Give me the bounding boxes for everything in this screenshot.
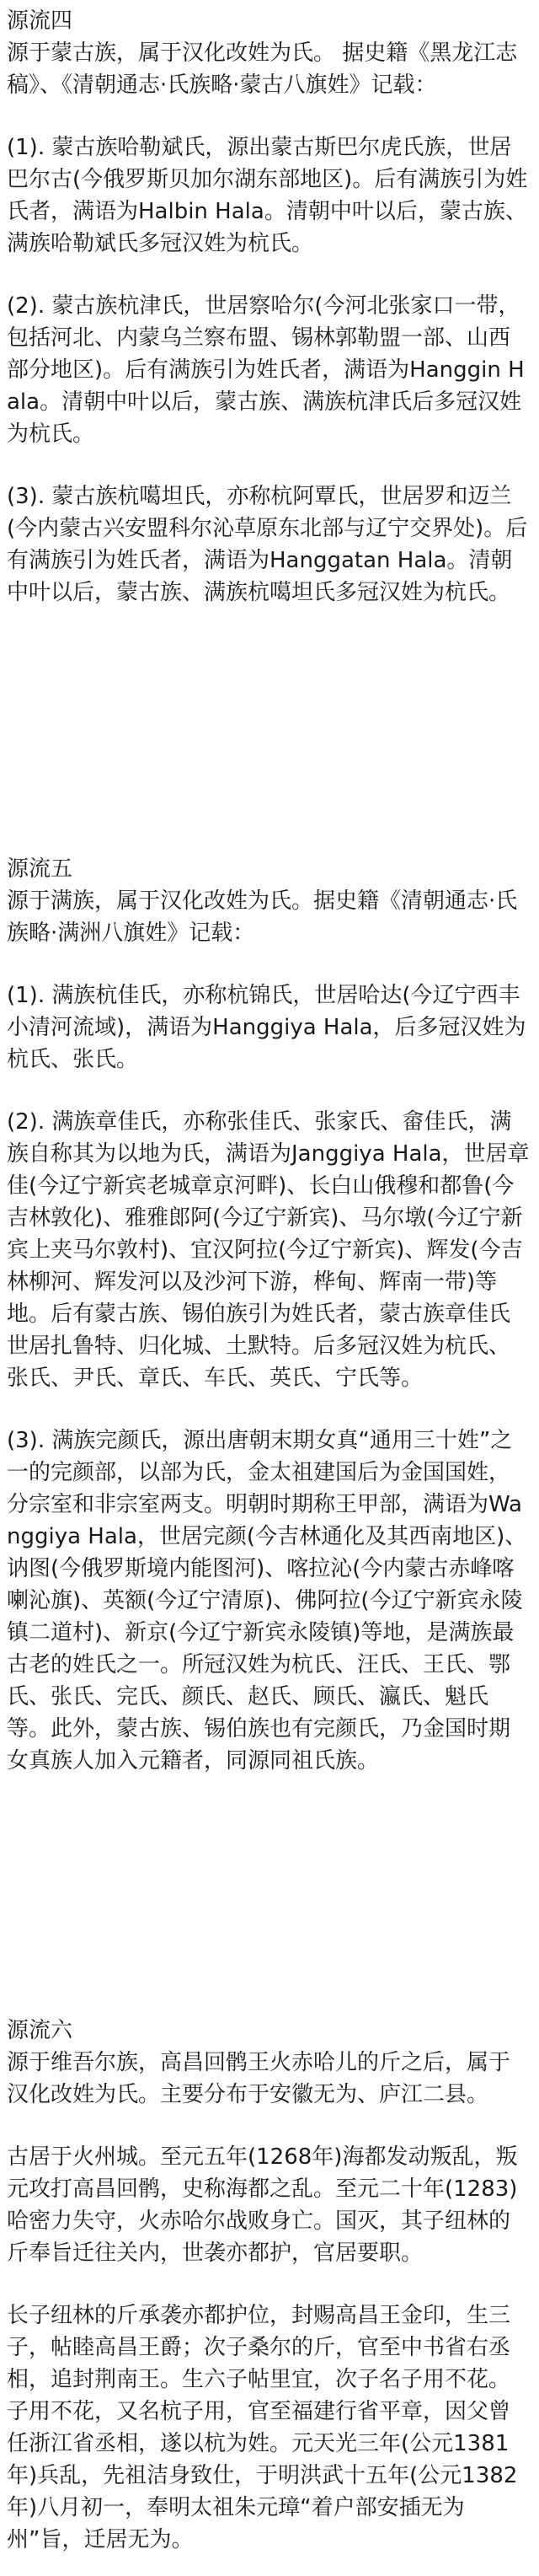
paragraph: 源于维吾尔族，高昌回鹘王火赤哈儿的斤之后，属于汉化改姓为氏。主要分布于安徽无为、庐江二县。: [7, 2050, 511, 2107]
section-heading: 源流五: [7, 856, 73, 882]
section-source-6: [7, 2015, 531, 2556]
paragraph: (3). 蒙古族杭噶坦氏，亦称杭阿覃氏，世居罗和迈兰(今内蒙古兴安盟科尔沁草原东北部与辽宁交界处)。后有满族引为姓氏者，满语为Hanggatan Hala。清朝中叶以后，蒙古族、满族杭噶坦氏多冠汉姓为杭氏。: [7, 484, 528, 605]
section-source-4: [7, 5, 531, 609]
paragraph: (2). 满族章佳氏，亦称张佳氏、张家氏、畲佳氏，满族自称其为以地为氏，满语为Janggiya Hala，世居章佳(今辽宁新宾老城章京河畔)、长白山俄穆和都鲁(今吉林敦化)、雅雅郎阿(今辽宁新宾)、马尔墩(今辽宁新宾上夹马尔敦村)、宜汉阿拉(今辽宁新宾)、辉发(今吉林柳河、辉发河以及沙河下游，桦甸、辉南一带)等地。后有蒙古族、锡伯族引为姓氏者，蒙古族章佳氏世居扎鲁特、归化城、土默特。后多冠汉姓为杭氏、张氏、尹氏、章氏、车氏、英氏、宁氏等。: [7, 1109, 530, 1391]
paragraph: (1). 满族杭佳氏，亦称杭锦氏，世居哈达(今辽宁西丰小清河流域)，满语为Hanggiya Hala，后多冠汉姓为杭氏、张氏。: [7, 983, 526, 1072]
paragraph: (3). 满族完颜氏，源出唐朝末期女真“通用三十姓”之一的完颜部，以部为氏，金太祖建国后为金国国姓，分宗室和非宗室两支。明朝时期称王甲部，满语为Wanggiya Hala，世居完颜(今吉林通化及其西南地区)、讷图(今俄罗斯境内能图河)、喀拉沁(今内蒙古赤峰喀喇沁旗)、英额(今辽宁清原)、佛阿拉(今辽宁新宾永陵镇二道村)、新京(今辽宁新宾永陵镇)等地，是满族最古老的姓氏之一。所冠汉姓为杭氏、汪氏、王氏、鄂氏、张氏、完氏、颜氏、赵氏、顾氏、瀛氏、魁氏等。此外，蒙古族、锡伯族也有完颜氏，乃金国时期女真族人加入元籍者，同源同祖氏族。: [7, 1428, 527, 1774]
section-heading: 源流六: [7, 2018, 73, 2043]
paragraph: 源于满族，属于汉化改姓为氏。据史籍《清朝通志·氏族略·满洲八旗姓》记载：: [7, 888, 518, 946]
paragraph: (1). 蒙古族哈勒斌氏，源出蒙古斯巴尔虎氏族，世居巴尔古(今俄罗斯贝加尔湖东部地区)。后有满族引为姓氏者，满语为Halbin Hala。清朝中叶以后，蒙古族、满族哈勒斌氏多冠汉姓为杭氏。: [7, 135, 528, 256]
section-source-5: [7, 853, 531, 1777]
section-heading: 源流四: [7, 8, 73, 34]
paragraph: 古居于火州城。至元五年(1268年)海都发动叛乱，叛元攻打高昌回鹘，史称海都之乱。至元二十年(1283)哈密力失守，火赤哈尔战败身亡。国灭，其子纽林的斤奉旨迁往关内，世袭亦都护，官居要职。: [7, 2144, 518, 2266]
paragraph: (2). 蒙古族杭津氏，世居察哈尔(今河北张家口一带，包括河北、内蒙乌兰察布盟、锡林郭勒盟一部、山西部分地区)。后有满族引为姓氏者，满语为Hanggin Hala。清朝中叶以后，蒙古族、满族杭津氏后多冠汉姓为杭氏。: [7, 293, 525, 447]
paragraph: 源于蒙古族，属于汉化改姓为氏。 据史籍《黑龙江志稿》、《清朝通志·氏族略·蒙古八旗姓》记载：: [7, 40, 518, 98]
paragraph: 长子纽林的斤承袭亦都护位，封赐高昌王金印，生三子，帖睦高昌王爵；次子桑尔的斤，官至中书省右丞相，追封荆南王。生六子帖里宜，次子名子用不花。子用不花，又名杭子用，官至福建行省平章，因父曾任浙江省丞相，遂以杭为姓。元天光三年(公元1381年)兵乱，先祖洁身致仕，于明洪武十五年(公元1382年)八月初一，奉明太祖朱元璋“着户部安插无为州”旨，迁居无为。: [7, 2303, 518, 2552]
